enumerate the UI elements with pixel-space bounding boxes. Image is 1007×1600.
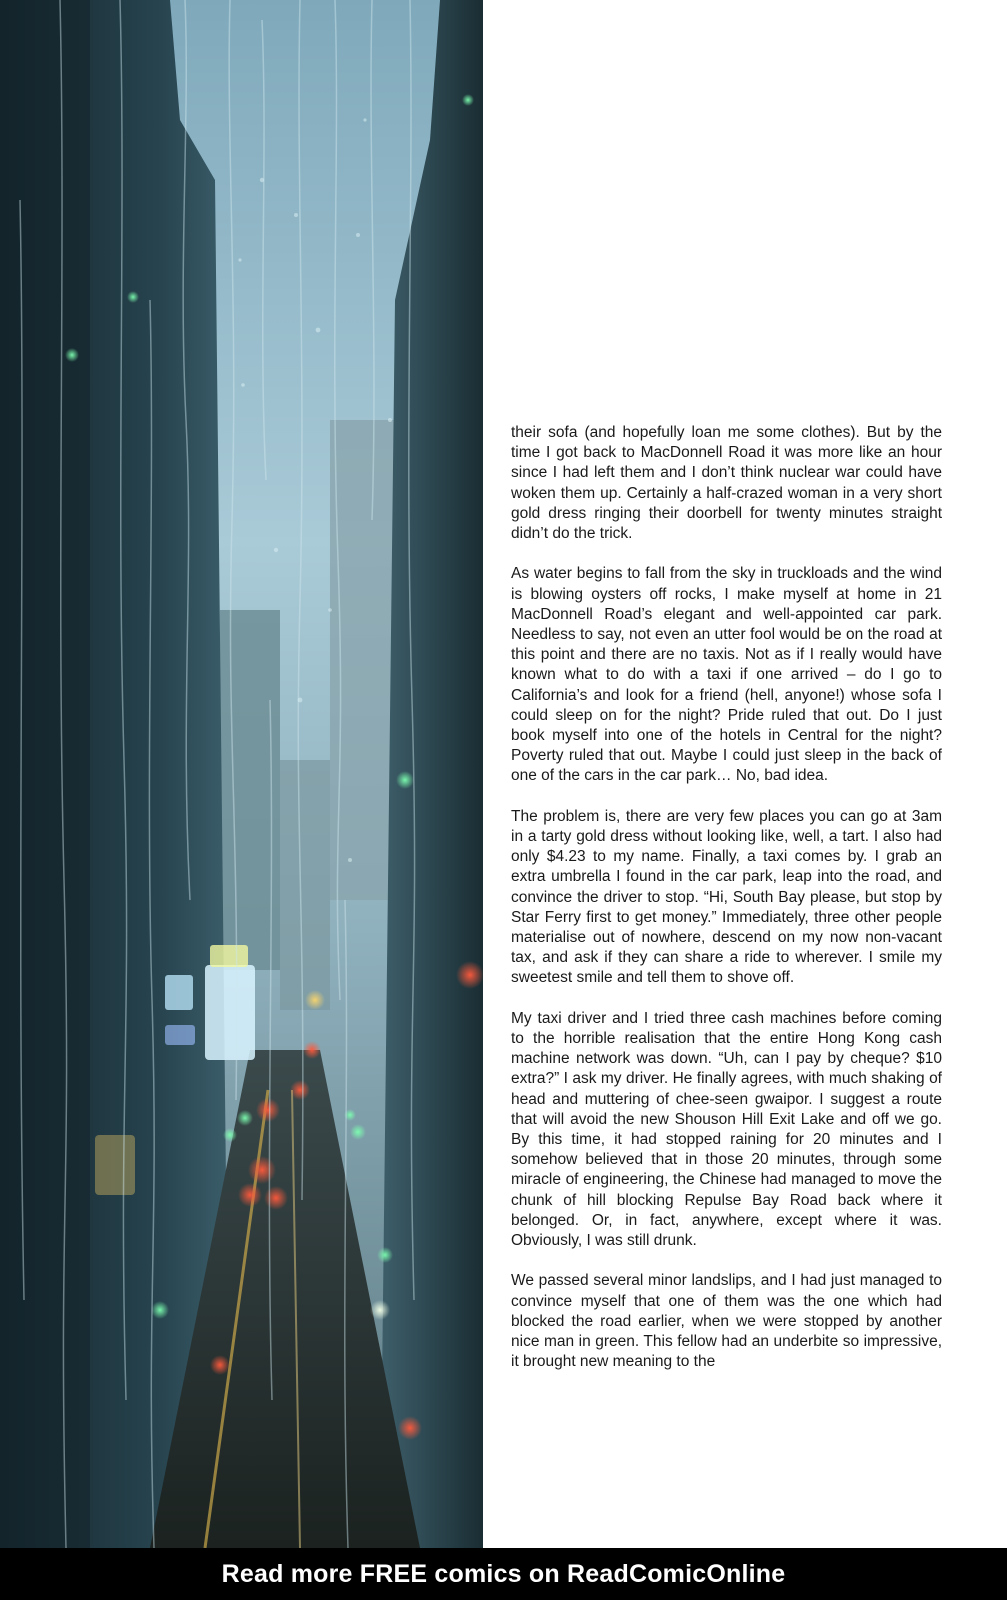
article-paragraph-3: The problem is, there are very few places you can go at 3am in a tarty gold dress without looking like, well, a tart. I also had only $4.23 to my name. Finally, a taxi comes by. I grab an extra umbrella I found in the car park, leap into the road, and convince the driver to stop. “Hi, South Bay please, but stop by Star Ferry first to get money.” Immediately, three other people materialise out of nowhere, descend on my now non-vacant tax, and ask if they can share a ride to wherever. I smile my sweetest smile and tell them to shove off. (511, 807, 942, 987)
rainy-city-street-photo (0, 0, 483, 1548)
footer-banner[interactable] (0, 1548, 1007, 1600)
article-paragraph-5: We passed several minor landslips, and I had just managed to convince myself that one of them was the one which had blocked the road earlier, when we were stopped by another nice man in green. This fellow had an underbite so impressive, it brought new meaning to the (511, 1272, 942, 1371)
article-text (511, 423, 942, 1393)
article-paragraph-1: their sofa (and hopefully loan me some clothes). But by the time I got back to MacDonnell Road it was more like an hour since I had left them and I don’t think nuclear war could have woken them up. Certainly a half-crazed woman in a very short gold dress ringing their doorbell for twenty minutes straight didn’t do the trick. (511, 424, 942, 543)
article-paragraph-4: My taxi driver and I tried three cash machines before coming to the horrible realisation that the entire Hong Kong cash machine network was down. “Uh, can I pay by cheque? $10 extra?” I ask my driver. He finally agrees, with much shaking of head and muttering of chee-seen gwaipor. I suggest a route that will avoid the new Shouson Hill Exit Lake and off we go. By this time, it had stopped raining for 20 minutes and I somehow believed that in those 20 minutes, through some miracle of engineering, the Chinese had managed to move the chunk of hill blocking Repulse Bay Road back where it belonged. Or, in fact, anywhere, except where it was. Obviously, I was still drunk. (511, 1009, 942, 1250)
footer-banner-text[interactable]: Read more FREE comics on ReadComicOnline (221, 1559, 786, 1588)
article-paragraph-2: As water begins to fall from the sky in truckloads and the wind is blowing oysters off rocks, I make myself at home in 21 MacDonnell Road’s elegant and well-appointed car park. Needless to say, not even an utter fool would be on the road at this point and there are no taxis. Not as if I really would have known what to do with a taxi if one arrived – do I go to California’s and look for a friend (hell, anyone!) whose sofa I could sleep on for the night? Pride ruled that out. Do I just book myself into one of the hotels in Central for the night? Poverty ruled that out. Maybe I could just sleep in the back of one of the cars in the car park… No, bad idea. (511, 565, 942, 785)
photo-illustration (0, 0, 483, 1548)
